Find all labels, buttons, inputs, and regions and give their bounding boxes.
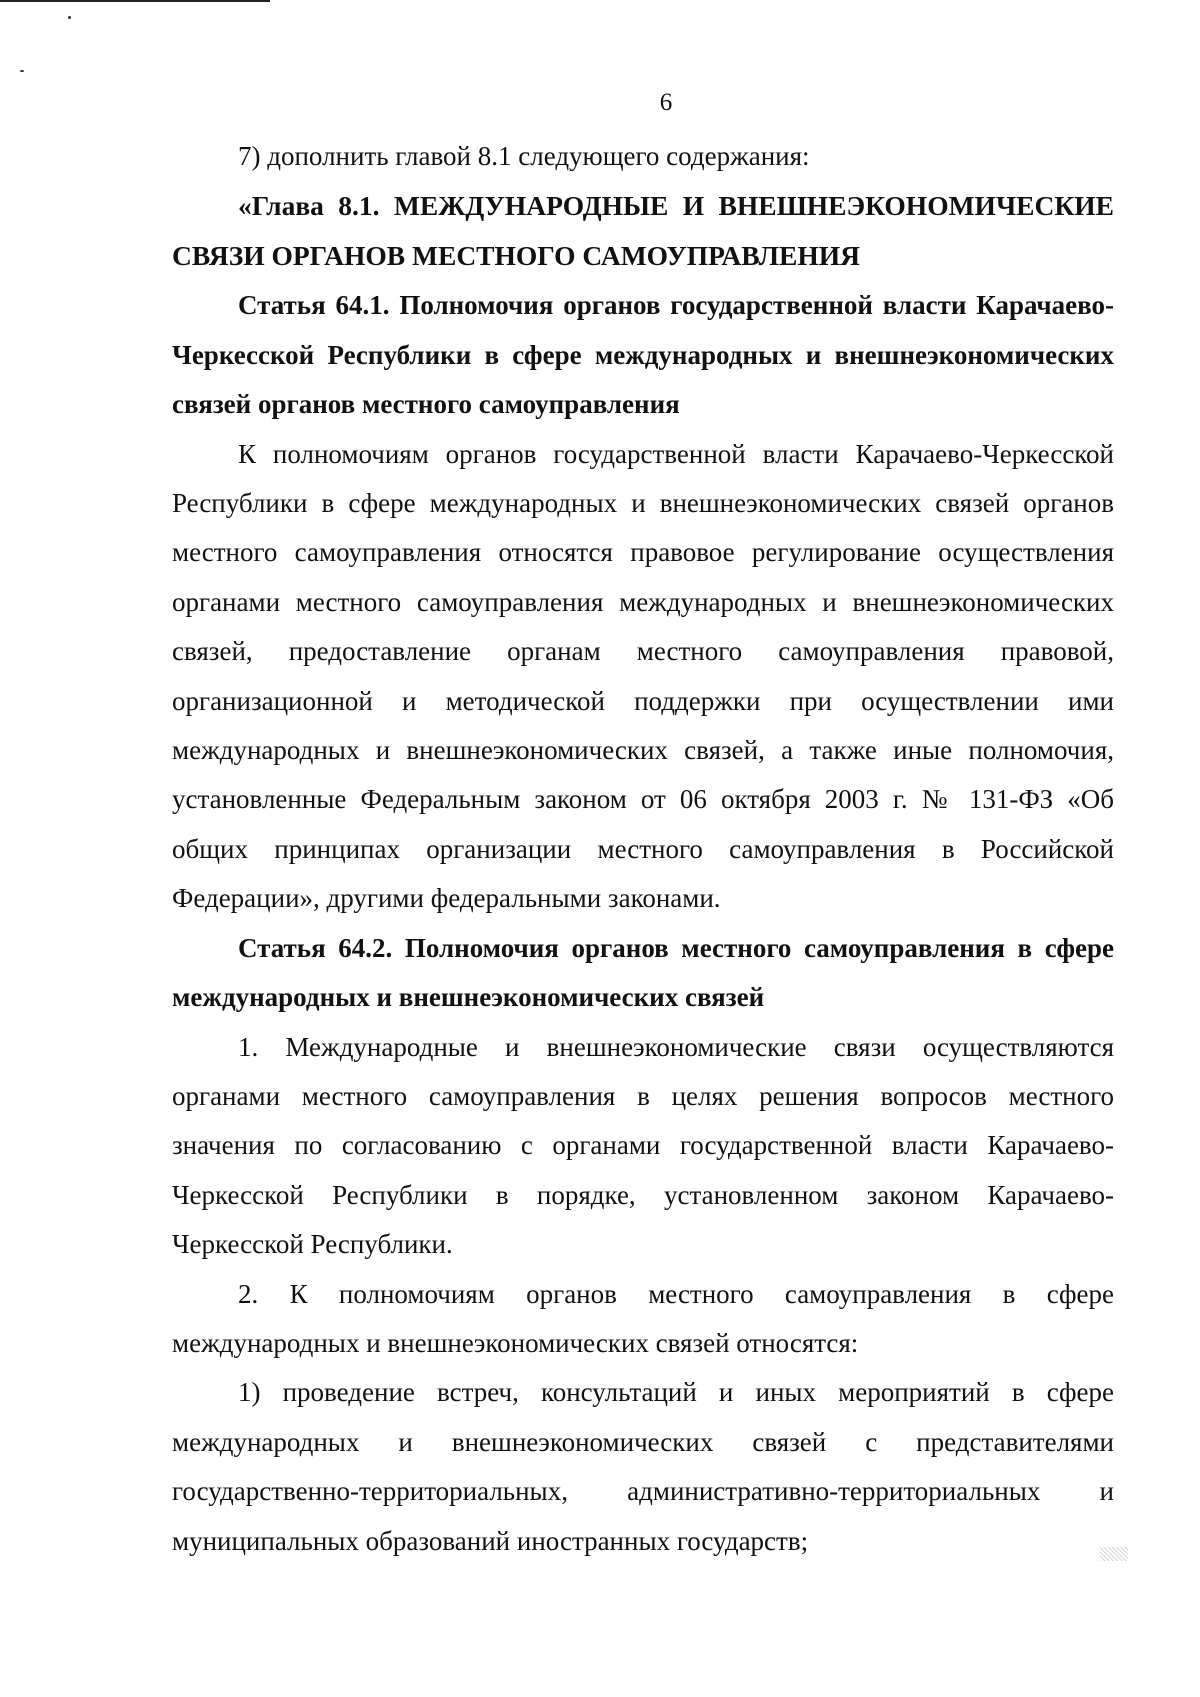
document-page bbox=[172, 88, 1114, 1566]
intro-paragraph: 7) дополнить главой 8.1 следующего содержания: bbox=[238, 141, 810, 171]
scan-edge-line bbox=[0, 0, 270, 2]
article-64-2-heading: Статья 64.2. Полномочия органов местного самоуправления в сфере международных и внешнеэкономических связей bbox=[172, 932, 1114, 1013]
article-64-2-paragraph-1: 1. Международные и внешнеэкономические связи осуществляются органами местного самоуправления в целях решения вопросов местного значения по согласованию с органами государственной власти Карачаево-Черкесской Республики в порядке, установленном законом Карачаево-Черкесской Республики. bbox=[172, 1031, 1114, 1260]
article-64-2-item-1: 1) проведение встреч, консультаций и иных мероприятий в сфере международных и внешнеэкономических связей с представителями государственно-территориальных, административно-территориальных и муниципальных образований иностранных государств; bbox=[172, 1377, 1114, 1556]
article-64-1-heading: Статья 64.1. Полномочия органов государственной власти Карачаево-Черкесской Республики в сфере международных и внешнеэкономических связей органов местного самоуправления bbox=[172, 290, 1114, 420]
scan-speck bbox=[68, 16, 71, 19]
page-number: 6 bbox=[659, 89, 673, 116]
article-64-1-text: К полномочиям органов государственной власти Карачаево-Черкесской Республики в сфере международных и внешнеэкономических связей органов местного самоуправления относятся правовое регулирование осуществления органами местного самоуправления международных и внешнеэкономических связей, предоставление органам местного самоуправления правовой, организационной и методической поддержки при осуществлении ими международных и внешнеэкономических связей, а также иные полномочия, установленные Федеральным законом от 06 октября 2003 г. № 131-ФЗ «Об общих принципах организации местного самоуправления в Российской Федерации», другими федеральными законами. bbox=[172, 438, 1114, 914]
article-64-2-paragraph-2: 2. К полномочиям органов местного самоуправления в сфере международных и внешнеэкономических связей относятся: bbox=[172, 1278, 1114, 1358]
scan-speck bbox=[20, 70, 24, 72]
chapter-title: «Глава 8.1. МЕЖДУНАРОДНЫЕ И ВНЕШНЕЭКОНОМИЧЕСКИЕ СВЯЗИ ОРГАНОВ МЕСТНОГО САМОУПРАВЛЕНИЯ bbox=[172, 190, 1114, 272]
scan-noise-mark bbox=[1100, 1547, 1128, 1561]
